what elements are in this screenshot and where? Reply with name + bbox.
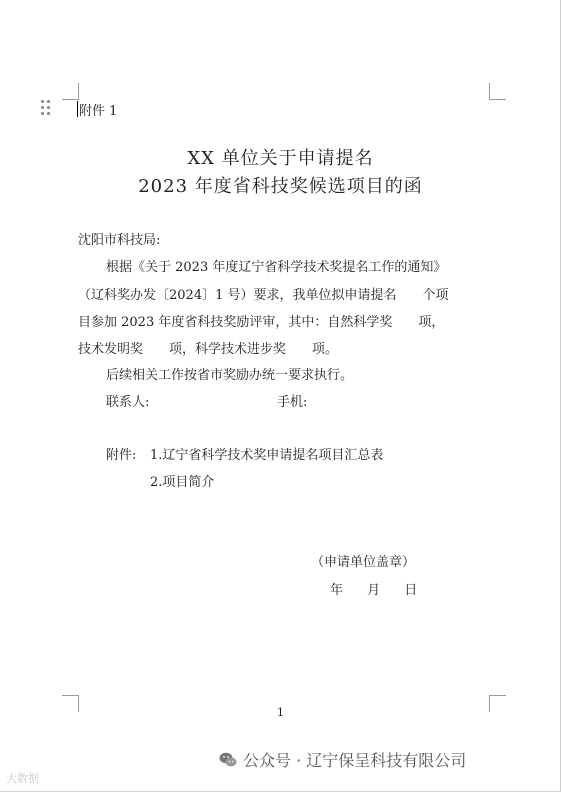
annex-item[interactable]: 2.项目简介 [150,475,215,490]
attachment-label[interactable]: 附件 1 [79,104,118,119]
salutation[interactable]: 沈阳市科技局: [78,233,161,248]
watermark [219,748,466,771]
body-line[interactable]: 根据《关于 2023 年度辽宁省科学技术奖提名工作的通知》 [106,260,447,275]
drag-handle-icon[interactable] [41,100,51,116]
page-number: 1 [277,706,284,719]
date-line[interactable]: 年 月 日 [330,583,428,598]
body-line[interactable]: 后续相关工作按省市奖励办统一要求执行。 [106,368,354,383]
watermark-text: 公众号 · 辽宁保呈科技有限公司 [243,751,467,770]
annex-label[interactable]: 附件: [106,448,137,463]
seal-note[interactable]: （申请单位盖章） [311,555,416,570]
wechat-icon [219,752,237,768]
annex-item[interactable]: 1.辽宁省科学技术奖申请提名项目汇总表 [150,448,384,463]
crop-mark-top-left [62,83,79,100]
document-title-line2[interactable]: 2023 年度省科技奖候选项目的函 [138,176,423,197]
crop-mark-top-right [489,83,506,100]
document-title-line1[interactable]: XX 单位关于申请提名 [187,148,374,169]
phone-label[interactable]: 手机: [277,395,308,410]
corner-logo: 大数据 [6,772,39,785]
body-line[interactable]: 技术发明奖 项，科学技术进步奖 项。 [78,342,339,357]
contact-label[interactable]: 联系人: [106,395,150,410]
text-cursor [77,101,78,117]
body-line[interactable]: （辽科奖办发〔2024〕1 号）要求，我单位拟申请提名 个项 [78,288,449,303]
body-line[interactable]: 目参加 2023 年度省科技奖励评审，其中：自然科学奖 项， [78,315,445,330]
